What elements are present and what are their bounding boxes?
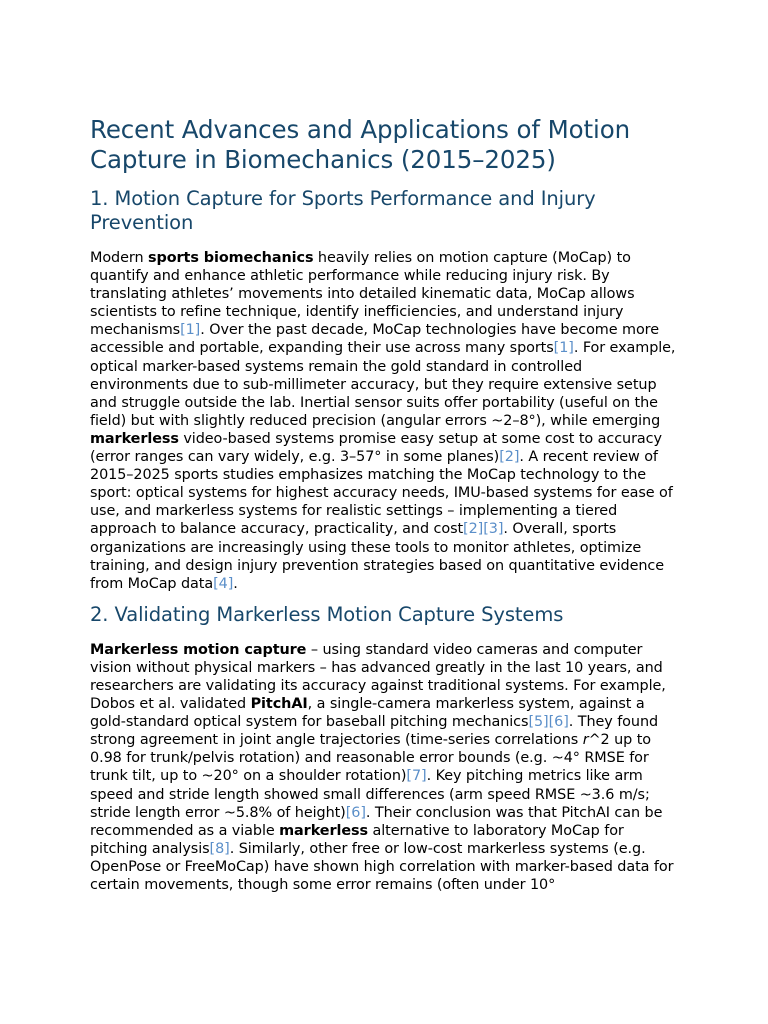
text-run: . For example, optical marker-based systems remain the gold standard in controlled environments due to sub-millimeter accuracy, but they require extensive setup and struggle outside the lab. Inertial sensor suits offer portability (useful on the field) but with slightly reduced precision (angular errors ~2–8°), while emerging xyxy=(90,340,676,429)
citation-link[interactable]: [5] xyxy=(528,714,549,731)
citation-link[interactable]: [2] xyxy=(499,449,520,466)
bold-term: markerless xyxy=(90,430,179,447)
citation-link[interactable]: [2] xyxy=(463,521,484,538)
document-title: Recent Advances and Applications of Motion Capture in Biomechanics (2015–2025) xyxy=(90,115,631,174)
bold-term: markerless xyxy=(279,822,369,839)
text-run: heavily relies on motion capture (MoCap) to quantify and enhance athletic performance while reducing injury risk. By translating athletes’ movements into detailed kinematic data, MoCap allows scientists to refine technique, identify inefficiencies, and understand injury mechanisms xyxy=(90,250,635,339)
citation-link[interactable]: [1] xyxy=(553,340,574,357)
text-run: ^2 up to 0.98 for trunk/pelvis rotation) and reasonable error bounds (e.g. ~4° RMSE for trunk tilt, up to ~20° on a shoulder rotation) xyxy=(90,732,652,785)
text-run: . Over the past decade, MoCap technologies have become more accessible and portable, expanding their use across many sports xyxy=(90,322,659,357)
text-run: Modern xyxy=(90,250,149,266)
text-run: . Key pitching metrics like arm speed and stride length showed small differences (arm speed RMSE ~3.6 m/s; stride length error ~5.8% of height) xyxy=(90,768,650,821)
text-run: video-based systems promise easy setup at some cost to accuracy (error ranges can vary widely, e.g. 3–57° in some planes) xyxy=(90,430,662,466)
text-run: . They found strong agreement in joint angle trajectories (time-series correlations xyxy=(90,714,659,749)
bold-term: Markerless motion capture xyxy=(90,641,307,658)
text-run: – using standard video cameras and computer vision without physical markers – has advanced greatly in the last 10 years, and researchers are validating its accuracy against traditional systems. For example, Dobos et al. validated xyxy=(90,641,666,713)
citation-link[interactable]: [8] xyxy=(209,840,230,857)
section-1-heading: 1. Motion Capture for Sports Performance and Injury Prevention xyxy=(90,187,596,234)
text-run: . A recent review of 2015–2025 sports studies emphasizes matching the MoCap technology to the sport: optical systems for highest accuracy needs, IMU-based systems for ease of use, and markerless systems for realistic settings – implementing a tiered approach to balance accuracy, practicality, and cost xyxy=(90,449,673,538)
document-body xyxy=(90,115,680,894)
citation-link[interactable]: [7] xyxy=(406,768,427,785)
text-run: . Their conclusion was that PitchAI can be recommended as a viable xyxy=(90,804,663,839)
section-1-paragraph xyxy=(90,249,680,593)
text-run: . xyxy=(233,575,238,592)
citation-link[interactable]: [3] xyxy=(483,521,504,538)
citation-link[interactable]: [6] xyxy=(345,804,366,821)
text-run: . Similarly, other free or low-cost markerless systems (e.g. OpenPose or FreeMoCap) have shown high correlation with marker-based data for certain movements, though some error remains (often under 10° xyxy=(90,840,674,893)
text-run: , a single-camera markerless system, against a gold-standard optical system for baseball pitching mechanics xyxy=(90,696,645,731)
bold-term: PitchAI xyxy=(250,696,308,713)
citation-link[interactable]: [1] xyxy=(180,322,201,339)
citation-link[interactable]: [6] xyxy=(548,714,569,731)
text-run: alternative to laboratory MoCap for pitching analysis xyxy=(90,822,624,857)
bold-term: sports biomechanics xyxy=(148,250,314,266)
text-run: . Overall, sports organizations are increasingly using these tools to monitor athletes, optimize training, and design injury prevention strategies based on quantitative evidence from MoCap data xyxy=(90,521,664,592)
citation-link[interactable]: [4] xyxy=(213,575,234,592)
section-2-paragraph xyxy=(90,641,680,894)
italic-symbol: r xyxy=(582,732,589,749)
section-2-heading: 2. Validating Markerless Motion Capture Systems xyxy=(90,602,564,626)
